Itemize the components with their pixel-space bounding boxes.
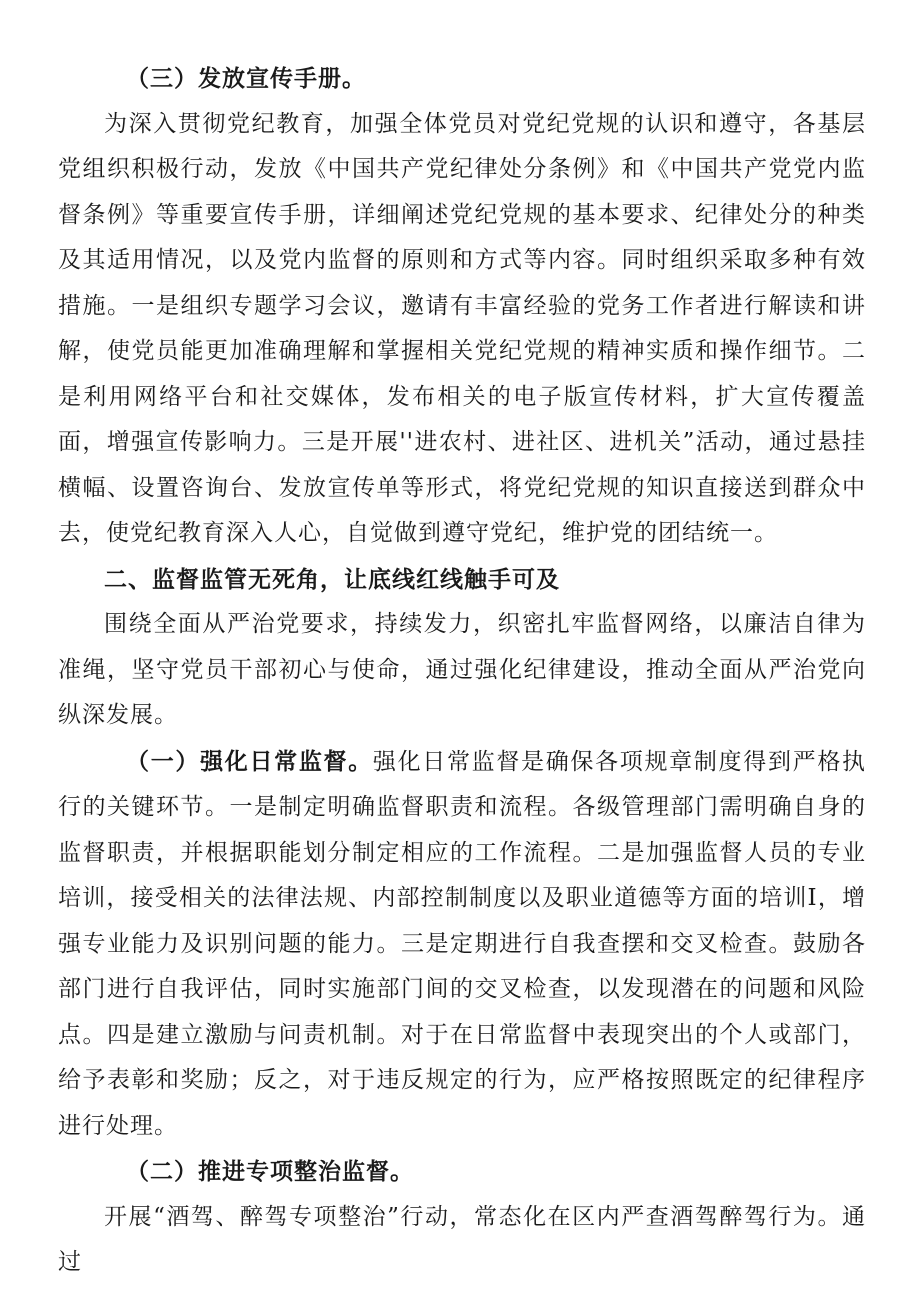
paragraph-special-rectification: 开展“酒驾、醉驾专项整治”行动，常态化在区内严查酒驾醉驾行为。通过 xyxy=(58,1203,866,1275)
subheading-special-rectification: （二）推进专项整治监督。 xyxy=(126,1158,414,1185)
document-page xyxy=(58,56,866,1286)
daily-supervision-body: 强化日常监督是确保各项规章制度得到严格执行的关键环节。一是制定明确监督职责和流程。各级管理部门需明确自身的监督职责，并根据职能划分制定相应的工作流程。二是加强监督人员的专业培训，接受相关的法律法规、内部控制制度以及职业道德等方面的培训I，增强专业能力及识别问题的能力。三是定期进行自我查摆和交叉检查。鼓励各部门进行自我评估，同时实施部门间的交叉检查，以发现潜在的问题和风险点。四是建立激励与问责机制。对于在日常监督中表现突出的个人或部门，给予表彰和奖励；反之，对于违反规定的行为，应严格按照既定的纪律程序进行处理。 xyxy=(58,748,867,1139)
subheading-daily-supervision: （一）强化日常监督。 xyxy=(126,747,373,775)
part-heading-supervision: 二、监督监管无死角，让底线红线触手可及 xyxy=(104,565,560,593)
paragraph-daily-supervision xyxy=(58,739,866,1150)
section-heading-publicity-handbook: （三）发放宣传手册。 xyxy=(126,65,366,92)
paragraph-publicity-handbook: 为深入贯彻党纪教育，加强全体党员对党纪党规的认识和遵守，各基层党组织积极行动，发放《中国共产党纪律处分条例》和《中国共产党党内监督条例》等重要宣传手册，详细阐述党纪党规的基本要求、纪律处分的种类及其适用情况，以及党内监督的原则和方式等内容。同时组织采取多种有效措施。一是组织专题学习会议，邀请有丰富经验的党务工作者进行解读和讲解，使党员能更加准确理解和掌握相关党纪党规的精神实质和操作细节。二是利用网络平台和社交媒体，发布相关的电子版宣传材料，扩大宣传覆盖面，增强宣传影响力。三是开展''进农村、进社区、进机关”活动，通过悬挂横幅、设置咨询台、发放宣传单等形式，将党纪党规的知识直接送到群众中去，使党纪教育深入人心，自觉做到遵守党纪，维护党的团结统一。 xyxy=(58,110,866,546)
paragraph-supervision-intro: 围绕全面从严治党要求，持续发力，织密扎牢监督网络，以廉洁自律为准绳，坚守党员干部初心与使命，通过强化纪律建设，推动全面从严治党向纵深发展。 xyxy=(58,611,866,728)
